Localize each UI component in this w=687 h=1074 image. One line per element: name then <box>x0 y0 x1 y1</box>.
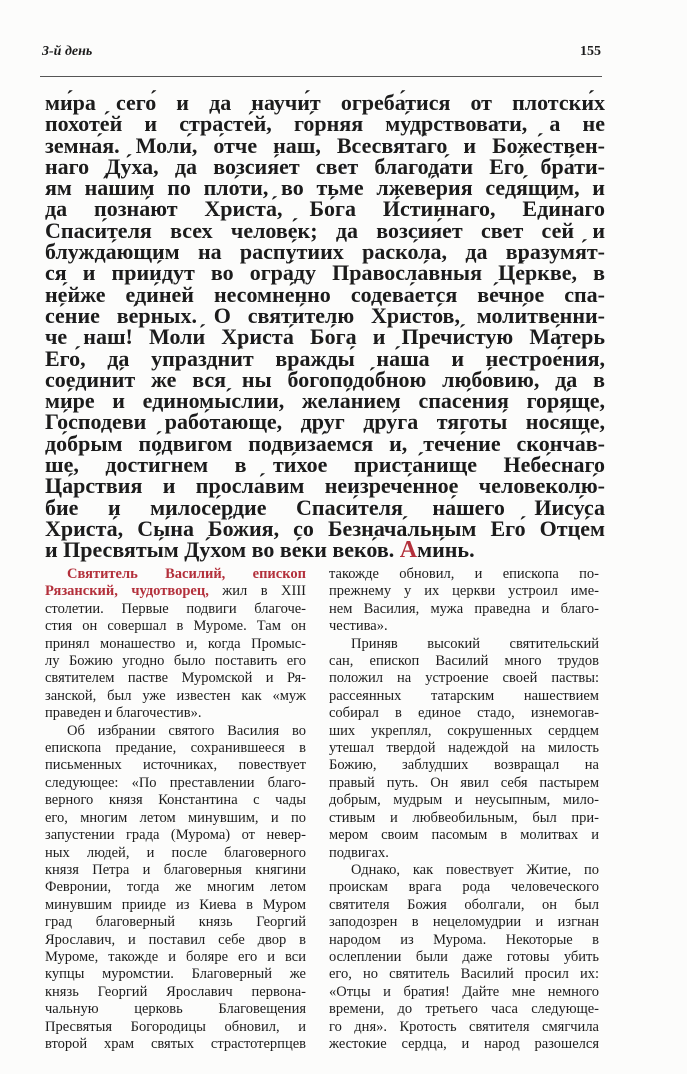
left-column <box>45 566 306 1053</box>
text-line: сан, епископ Василий много трудов <box>329 653 599 670</box>
text-line: времени, до третьего часа следующе- <box>329 1001 599 1018</box>
text-line: чальную церковь Благовещения <box>45 1001 306 1018</box>
text-line: письменных источниках, повествует <box>45 757 306 774</box>
text-line: правый путь. Он явил себя пастырем <box>329 774 599 791</box>
text-line: нем Василия, мужа праведна и благо- <box>329 600 599 617</box>
text-line: верного князя Константина с чады <box>45 792 306 809</box>
text-line: добрым, мудрым и неусыпным, мило- <box>329 792 599 809</box>
text-line: земна́я. Моли́, о́тче наш, Всесвята́го и Боже́ствен- <box>45 132 605 158</box>
text-line: положил на устроение своей паствы: <box>329 670 599 687</box>
text-line: столетии. Первые подвиги благоче- <box>45 600 306 617</box>
text-line: да позна́ют Христа́, Бо́га И́стиннаго, Еди́наго <box>45 196 605 222</box>
text-line: Об избрании святого Василия во <box>67 722 306 739</box>
text-line: собирал в единое стадо, изнемогав- <box>329 705 599 722</box>
text-line: его, но святитель Василий просил их: <box>329 966 599 983</box>
text-segment: жил в XIII <box>208 583 306 600</box>
prayer-text <box>45 92 605 562</box>
text-line: епископа предание, сохранившееся в <box>45 740 306 757</box>
text-segment: и Пресвяты́м Ду́хом во ве́ки веко́в. <box>45 537 400 563</box>
text-line: второй храм святых страстотерпцев <box>45 1035 306 1052</box>
text-line: проискам врага рода человеческого <box>329 879 599 896</box>
text-line <box>45 566 306 583</box>
text-line: запустении града (Мурома) от невер- <box>45 827 306 844</box>
text-line: минувшим прииде из Киева в Муром <box>45 896 306 913</box>
text-line: ми́ре и единомы́слии, жела́нием спасе́ния горя́ще, <box>45 388 605 414</box>
running-header-section: 3-й день <box>42 44 93 59</box>
text-line: похоте́й и страсте́й, го́рняя му́дрствовати, а не <box>45 111 605 137</box>
text-line: ся и прии́дут во огра́ду Правосла́вныя Це́ркве, в <box>45 260 605 286</box>
text-line: че наш! Моли́ Христа́ Бо́га и Пречи́стую Ма́терь <box>45 324 605 350</box>
paragraph <box>329 862 599 1053</box>
text-line: ми́ра сего́ и да научи́т огреба́тися от плотски́х <box>45 90 605 115</box>
text-line <box>45 583 306 600</box>
text-line: не́йже еди́ней несомне́нно содева́ется ве́чное спа- <box>45 281 605 307</box>
text-line: подвигах. <box>329 844 389 861</box>
paragraph <box>45 723 306 1054</box>
text-line: заподозрен в нецеломудрии и изгнан <box>329 914 599 931</box>
highlighted-text: Рязанский, чудотворец, <box>45 583 209 600</box>
text-line: наго Ду́ха, да возсия́ет свет благода́ти Его́ бра́ти- <box>45 153 605 179</box>
text-line: Божию, заблудших возвращал на <box>329 757 599 774</box>
text-line: святителем пастве Муромской и Ря- <box>45 670 306 687</box>
text-line: бие и милосе́рдие Спаси́теля на́шего Иису́са <box>45 494 605 520</box>
text-line: народом из Мурома. Некоторые в <box>329 931 599 948</box>
text-line: град благоверный князь Георгий <box>45 914 306 931</box>
text-line: Февронии, тогда же многим летом <box>45 879 306 896</box>
text-line: утешал твердой надеждой на милость <box>329 740 599 757</box>
text-line: Пресвятыя Богородицы обновил, и <box>45 1018 306 1035</box>
paragraph <box>329 636 599 862</box>
text-line: ям на́шим по пло́ти, во тьме лжеве́рия седя́щим, и <box>45 175 605 201</box>
text-line: Ца́рствия и просла́вим неизрече́нное человеколю́- <box>45 473 605 499</box>
text-line: ослеплении были даже готовы убить <box>329 948 599 965</box>
text-line: принял монашество и, когда Промыс- <box>45 635 306 652</box>
text-line: Однако, как повествует Житие, по <box>351 861 599 878</box>
text-line: его, многим летом минувшим, и по <box>45 809 306 826</box>
text-line: ше, дости́гнем в ти́хое приста́нище Небе́снаго <box>45 452 605 478</box>
text-line: стивым и любвеобильным, был при- <box>329 809 599 826</box>
text-line: до́брым по́двигом подвиза́емся и, тече́ние сконча́в- <box>45 430 605 456</box>
text-line: «Отцы и братия! Дайте мне немного <box>329 983 599 1000</box>
text-line: лу Божию угодно было поставить его <box>45 653 306 670</box>
text-line: стия он совершал в Муроме. Там он <box>45 618 306 635</box>
text-line: князя Петра и благоверныя княгини <box>45 861 306 878</box>
text-line: жестокие сердца, и народ разошелся <box>329 1035 599 1052</box>
text-line <box>45 537 605 564</box>
text-line: Христа́, Сы́на Бо́жия, со Безнача́льным Его́ Отце́м <box>45 515 605 541</box>
header-rule <box>40 76 602 77</box>
text-line: занской, был уже известен как «муж <box>45 687 306 704</box>
text-line: такожде обновил, и епископа по- <box>329 566 599 582</box>
text-line: Приняв высокий святительский <box>351 635 599 652</box>
highlighted-text: А <box>399 537 418 564</box>
text-line: Муроме, такожде и боляре его и вси <box>45 948 306 965</box>
text-line: Его́, да упраздни́т вражды́ на́ша и нестрое́ния, <box>45 345 605 371</box>
paragraph <box>329 566 599 636</box>
text-line: купцы муромстии. Благоверный же <box>45 966 306 983</box>
page-number: 155 <box>580 44 601 59</box>
text-line: ших укреплял, сокрушенных сердцем <box>329 722 599 739</box>
right-column <box>329 566 599 1053</box>
text-line: блужда́ющим на распу́тиих раско́ла, да вразумя́т- <box>45 239 605 265</box>
text-line: се́ние ве́рных. О святи́телю Христо́в, моли́твенни- <box>45 302 605 328</box>
text-line: ных людей, и после благоверного <box>45 844 306 861</box>
text-line: соедини́т же вся ны богоподо́бною любо́вию, да в <box>45 366 605 392</box>
text-line: следующее: «По преставлении благо- <box>45 774 306 791</box>
text-line: князь Георгий Ярославич первона- <box>45 983 306 1000</box>
text-line: Спаси́теля всех челове́к; да возсия́ет свет сей и <box>45 217 605 243</box>
text-line: Ярославич, и поставил себе двор в <box>45 931 306 948</box>
paragraph <box>45 566 306 723</box>
text-line: Го́сподеви рабо́тающе, друг дру́га тяготы́ нося́ще, <box>45 409 605 435</box>
text-line: прежнему у их церкви устроил име- <box>329 583 599 600</box>
text-line: честива». <box>329 618 388 635</box>
text-line: святителя Божия оболгали, он был <box>329 896 599 913</box>
text-line: рассеянных татарским нашествием <box>329 687 599 704</box>
text-segment: ми́нь. <box>417 537 475 563</box>
text-line: мером своим пасомым в молитвах и <box>329 827 599 844</box>
text-line: го дня». Кротость святителя смягчила <box>329 1018 599 1035</box>
highlighted-text: Святитель Василий, епископ <box>67 566 306 582</box>
text-line: праведен и благочестив». <box>45 705 202 722</box>
